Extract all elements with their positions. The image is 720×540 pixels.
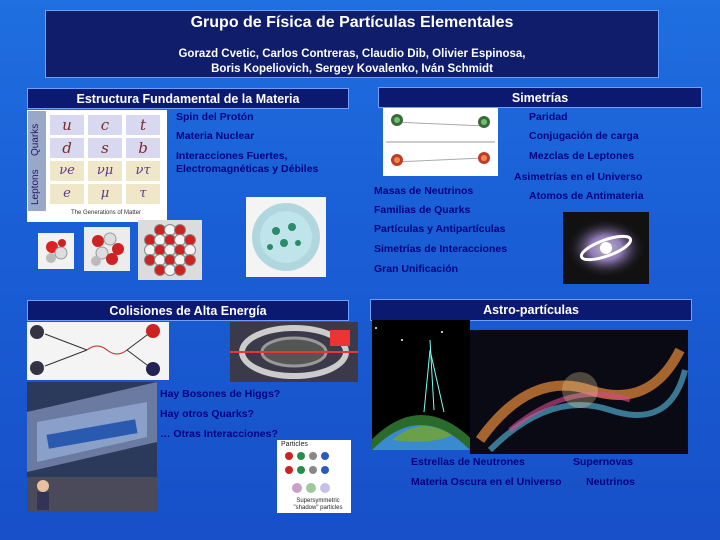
item-universe-asymmetries: Asimetrías en el Universo — [514, 171, 643, 183]
item-quark-families: Familias de Quarks — [374, 204, 471, 216]
quark-cell-t: t — [126, 115, 160, 135]
quark-cell-d: d — [50, 138, 84, 158]
item-proton-spin: Spin del Protón — [176, 111, 254, 123]
item-grand-unification: Gran Unificación — [374, 263, 459, 275]
item-antimatter-atoms: Atomos de Antimateria — [529, 190, 644, 202]
detector-image — [230, 322, 358, 382]
nucleon — [155, 265, 166, 276]
molecule-small-svg — [38, 233, 74, 269]
susy-label: Supersymmetric "shadow" particles — [293, 498, 343, 511]
quark-cell-s: s — [88, 138, 122, 158]
item-lepton-mixing: Mezclas de Leptones — [529, 150, 635, 162]
symmetries-heading-bar — [378, 87, 702, 108]
nucleon — [185, 255, 196, 266]
item-parity: Paridad — [529, 111, 568, 123]
feynman-svg — [27, 322, 169, 380]
item-interactions-line-2: Electromagnéticas y Débiles — [176, 163, 319, 175]
nucleon — [155, 235, 166, 246]
lepton-cell-nutau: ντ — [126, 161, 160, 181]
chart-label-quarks: Quarks — [30, 123, 41, 157]
nucleon — [175, 245, 186, 256]
item-neutron-stars: Estrellas de Neutrones — [411, 456, 525, 468]
structure-heading-bar — [27, 88, 349, 109]
title-box — [45, 10, 659, 78]
authors — [46, 47, 658, 77]
item-other-quarks: Hay otros Quarks? — [160, 408, 254, 420]
quark-cell-c: c — [88, 115, 122, 135]
lepton-cell-numu: νμ — [88, 161, 122, 181]
nucleus-svg — [138, 220, 202, 280]
item-particles-antiparticles: Partículas y Antipartículas — [374, 223, 506, 235]
feynman-diagram — [27, 322, 169, 380]
item-charge-conjugation: Conjugación de carga — [529, 130, 639, 142]
nucleus-image — [138, 220, 202, 280]
item-neutrino-masses: Masas de Neutrinos — [374, 185, 474, 197]
galaxy-image — [563, 212, 649, 284]
nucleon — [185, 235, 196, 246]
collisions-heading: Colisiones de Alta Energía — [109, 303, 267, 318]
authors-line-1: Gorazd Cvetic, Carlos Contreras, Claudio Dib, Olivier Espinosa, — [178, 48, 526, 60]
structure-heading: Estructura Fundamental de la Materia — [76, 91, 300, 106]
item-dark-matter: Materia Oscura en el Universo — [411, 476, 562, 488]
accelerator-svg — [27, 382, 157, 512]
molecule-image-medium — [84, 227, 130, 271]
item-neutrinos: Neutrinos — [586, 476, 636, 488]
molecule-image-small — [38, 233, 74, 269]
earth-shower-svg — [372, 320, 470, 450]
nucleon — [185, 245, 196, 256]
particles-label: Particles — [281, 441, 308, 448]
collisions-heading-bar — [27, 300, 349, 321]
nucleon — [155, 255, 166, 266]
nucleon — [165, 255, 176, 266]
nucleon — [165, 235, 176, 246]
earth-shower-image — [372, 320, 470, 450]
nucleon — [145, 255, 156, 266]
nucleon — [155, 245, 166, 256]
quark-cell-b: b — [126, 138, 160, 158]
lepton-cell-nue: νe — [50, 161, 84, 181]
chart-label-leptons: Leptons — [30, 169, 41, 205]
nucleon — [165, 245, 176, 256]
quark-grid — [50, 115, 162, 207]
quark-cell-u: u — [50, 115, 84, 135]
nucleon — [175, 255, 186, 266]
nucleon — [175, 235, 186, 246]
page-title: Grupo de Física de Partículas Elementales — [190, 14, 514, 31]
item-higgs: Hay Bosones de Higgs? — [160, 388, 281, 400]
parity-diagram-svg — [383, 108, 498, 176]
chart-caption: The Generations of Matter — [70, 210, 142, 216]
nucleon — [155, 225, 166, 236]
particles-diagram — [277, 440, 351, 513]
item-interaction-symmetries: Simetrías de Interacciones — [374, 243, 508, 255]
quark-chart — [27, 110, 167, 222]
lepton-cell-mu: μ — [88, 184, 122, 204]
authors-line-2: Boris Kopeliovich, Sergey Kovalenko, Iván Schmidt — [211, 63, 493, 75]
nucleon — [175, 225, 186, 236]
molecule-medium-svg — [84, 227, 130, 271]
nebula-svg — [470, 330, 688, 454]
nucleon — [175, 265, 186, 276]
item-interactions — [176, 150, 318, 176]
astro-heading-bar — [370, 299, 692, 321]
astro-heading: Astro-partículas — [483, 303, 579, 317]
nucleon — [145, 235, 156, 246]
lepton-cell-tau: τ — [126, 184, 160, 204]
detector-svg — [230, 322, 358, 382]
item-other-interactions: … Otras Interacciones? — [160, 428, 278, 440]
item-interactions-line-1: Interacciones Fuertes, — [176, 150, 288, 162]
nebula-image — [470, 330, 688, 454]
lepton-cell-e: e — [50, 184, 84, 204]
nucleon — [145, 245, 156, 256]
symmetries-heading: Simetrías — [511, 90, 569, 105]
item-supernovas: Supernovas — [573, 456, 634, 468]
atom-svg — [246, 197, 326, 277]
parity-diagram — [383, 108, 498, 176]
atom-image — [246, 197, 326, 277]
nucleon — [165, 225, 176, 236]
accelerator-photo — [27, 382, 157, 512]
nucleon — [165, 265, 176, 276]
galaxy-svg — [563, 212, 649, 284]
item-nuclear-matter: Materia Nuclear — [176, 130, 255, 142]
